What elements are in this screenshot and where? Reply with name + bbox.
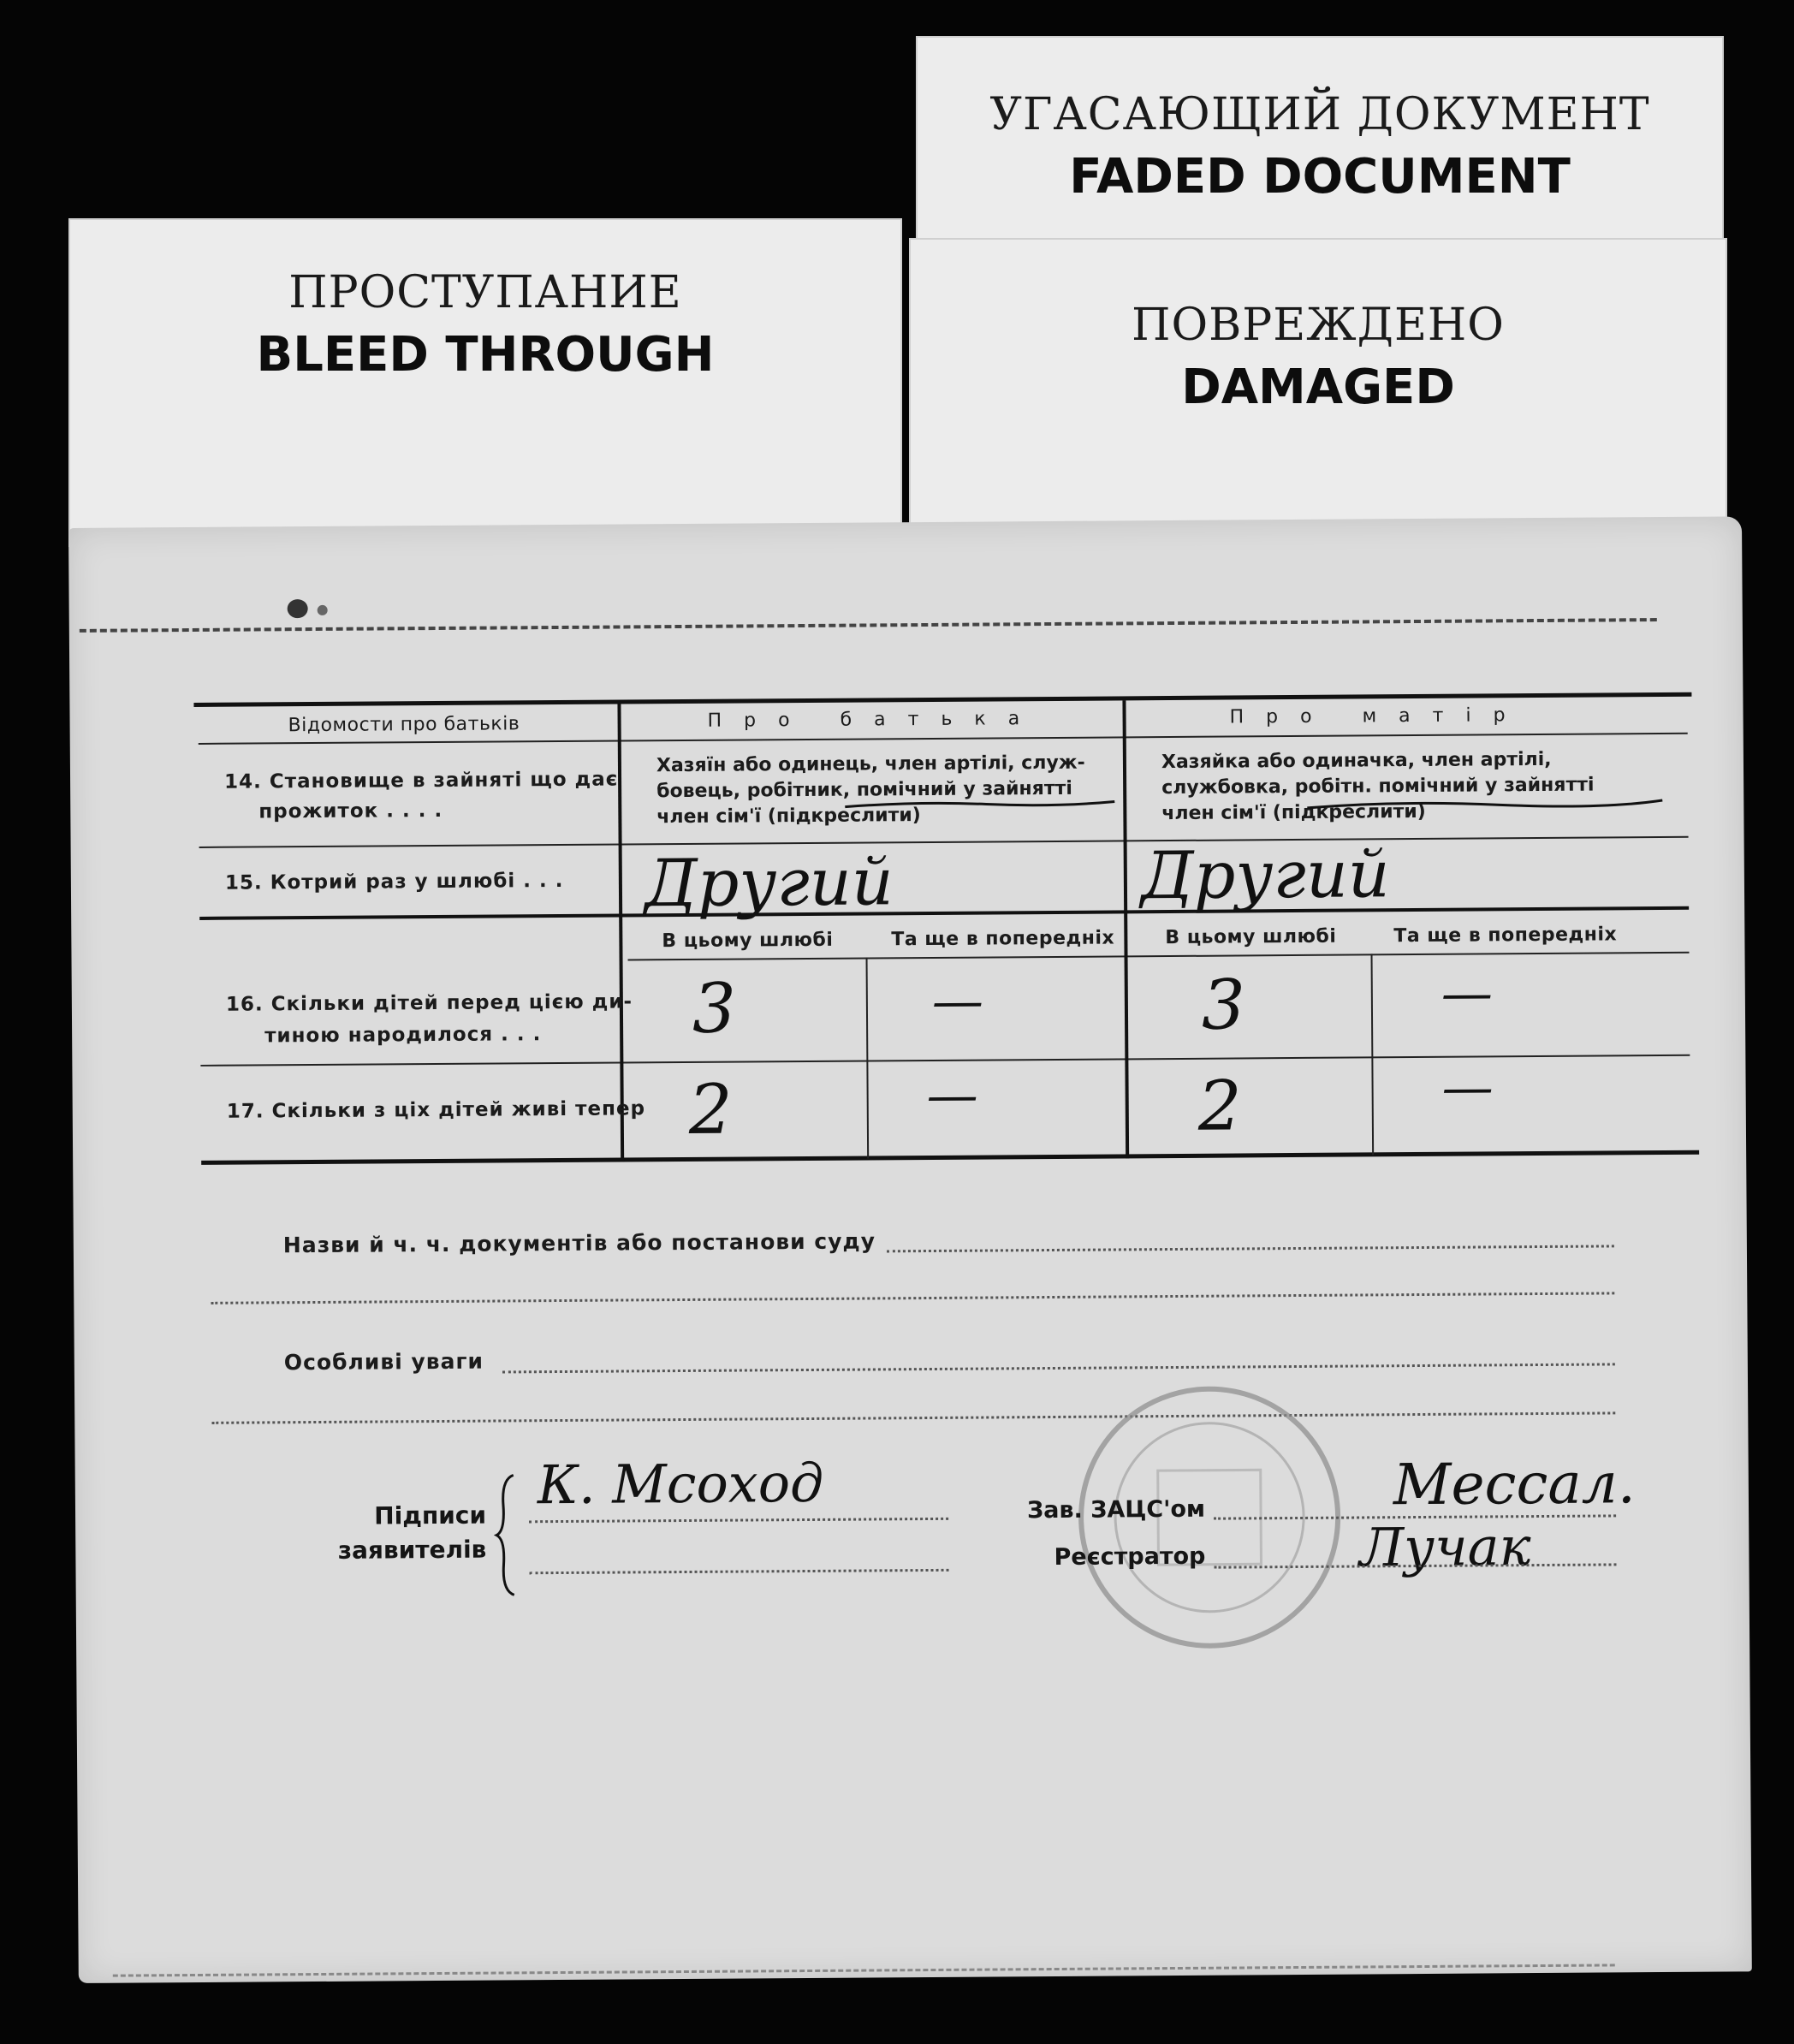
remarks-line: [502, 1363, 1615, 1373]
row16-mother-prev: —: [1441, 963, 1494, 1024]
row17-father-this: 2: [688, 1069, 733, 1150]
applicants-label-2: заявителів: [337, 1535, 487, 1565]
row14-label-2: прожиток . . . .: [258, 799, 443, 823]
applicants-brace: [495, 1471, 521, 1599]
row14-label-1: 14. Становище в зайняті що дає: [223, 768, 619, 793]
row16-father-this: 3: [692, 968, 737, 1049]
table-bottom-rule: [201, 1150, 1699, 1165]
mother-option-line: Хазяйка або одиначка, член артілі,: [1161, 748, 1552, 774]
faded-label-ru: УГАСАЮЩИЙ ДОКУМЕНТ: [989, 89, 1650, 140]
row15-rule: [199, 906, 1689, 920]
damaged-label-en: DAMAGED: [1181, 359, 1455, 415]
faded-label-en: FADED DOCUMENT: [1069, 149, 1571, 205]
row17-mother-this: 2: [1197, 1066, 1242, 1146]
subheader-mother-prev: Та ще в попередніх: [1393, 924, 1618, 948]
father-option-line: член сім'ї (підкреслити): [656, 805, 921, 829]
father-option-line: Хазяїн або одинець, член артілі, служ-: [656, 752, 1085, 777]
header-mother: Про матір: [1229, 704, 1528, 728]
remarks-line-2: [211, 1411, 1615, 1423]
col-divider: [1122, 700, 1129, 1158]
bleed-through-card: [68, 218, 902, 547]
col-divider: [1371, 954, 1375, 1155]
applicants-label-1: Підписи: [374, 1500, 487, 1530]
row17-mother-prev: —: [1441, 1057, 1494, 1118]
ink-spot: [288, 599, 308, 618]
row16-label-1: 16. Скільки дітей перед цією ди-: [225, 990, 633, 1016]
damaged-label-ru: ПОВРЕЖДЕНО: [1132, 300, 1505, 351]
col-divider: [866, 957, 870, 1158]
applicant-sig-line: [529, 1518, 948, 1523]
head-label: Зав. ЗАЦС'ом: [1026, 1495, 1206, 1524]
mother-option-line: службовка, робітн. помічний у зайнятті: [1161, 774, 1595, 799]
applicant-sig-line-2: [530, 1569, 949, 1574]
ink-spot: [318, 605, 328, 615]
row15-label: 15. Котрий раз у шлюбі . . .: [224, 869, 564, 894]
header-father: Про батька: [707, 708, 1043, 732]
row15-father-value: Другий: [644, 843, 894, 922]
subheader-father-prev: Та ще в попередніх: [891, 927, 1115, 951]
row16-mother-this: 3: [1201, 965, 1246, 1045]
subheader-mother-this: В цьому шлюбі: [1165, 925, 1337, 949]
form-sheet: [68, 516, 1752, 1983]
header-info: Відомости про батьків: [288, 713, 520, 737]
row17-label: 17. Скільки з ціх дітей живі тепер: [226, 1097, 646, 1123]
remarks-label: Особливі уваги: [283, 1348, 484, 1376]
bleed-label-en: BLEED THROUGH: [256, 327, 715, 383]
documents-line-2: [211, 1292, 1614, 1304]
applicant-signature: К. Мсоход: [537, 1451, 824, 1517]
mother-option-line: член сім'ї (підкреслити): [1161, 800, 1426, 825]
father-option-line: бовець, робітник, помічний у зайнятті: [656, 777, 1072, 803]
perforation-top: [80, 618, 1657, 633]
subheader-father-this: В цьому шлюбі: [662, 929, 834, 953]
faded-document-card: [916, 36, 1724, 262]
bleed-label-ru: ПРОСТУПАНИЕ: [288, 267, 682, 318]
documents-line: [887, 1245, 1614, 1252]
mother-underline-mark: [1303, 795, 1671, 823]
damaged-card: [909, 238, 1727, 558]
row15-mother-value: Другий: [1140, 835, 1390, 914]
col-divider: [617, 704, 624, 1162]
perforation-bottom: [113, 1964, 1615, 1976]
row17-father-prev: —: [926, 1065, 978, 1126]
row16-father-prev: —: [931, 971, 984, 1031]
registrar-signature: Лучак: [1359, 1515, 1531, 1579]
father-underline-mark: [841, 794, 1123, 822]
subheader-rule: [628, 952, 1690, 961]
registrar-label: Реєстратор: [1054, 1542, 1206, 1571]
head-signature: Мессал.: [1393, 1450, 1637, 1518]
documents-label: Назви й ч. ч. документів або постанови суду: [282, 1228, 876, 1258]
row14-rule: [199, 836, 1689, 848]
row16-label-2: тиною народилося . . .: [264, 1023, 542, 1048]
